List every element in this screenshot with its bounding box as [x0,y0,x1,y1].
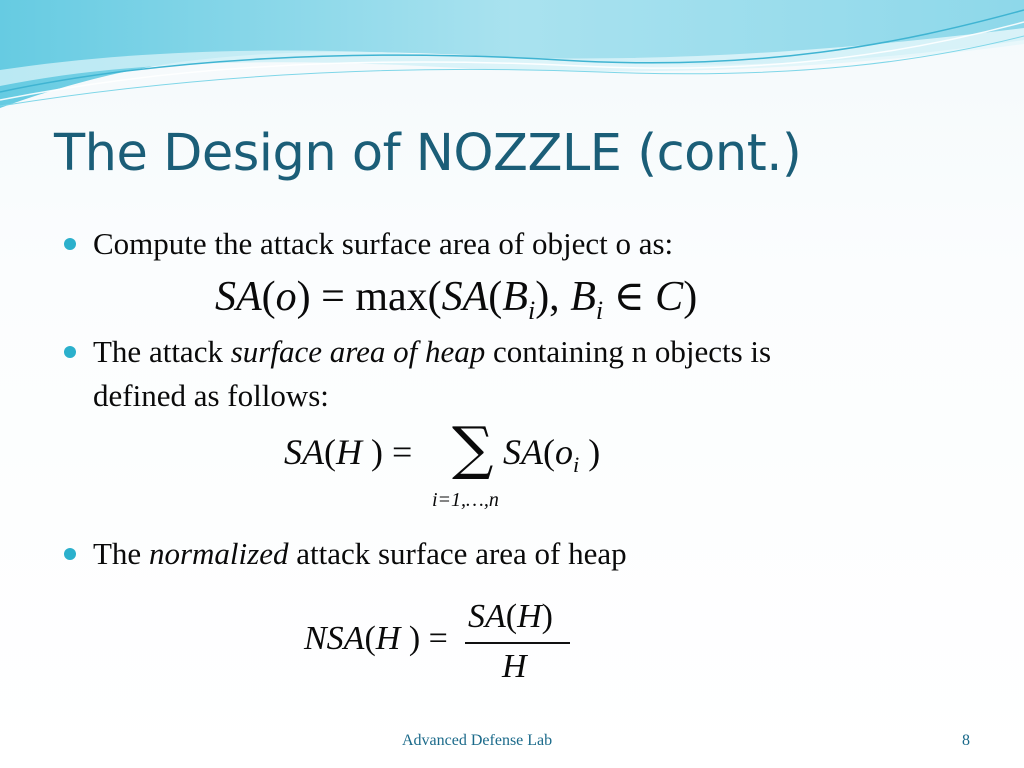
equation-normalized-lhs: NSA(H ) = [304,620,448,657]
summation-symbol: ∑ [452,414,494,482]
footer-text: Advanced Defense Lab [402,732,553,749]
page-number: 8 [962,732,970,749]
bullet-text-3: The normalized attack surface area of heap [93,536,627,571]
equation-attack-surface-object: $SA(o) = \max(SA(B_i)$, $B_i$ ∈ C) [215,274,698,326]
fraction-bar [465,642,570,644]
fraction-numerator: SA(H) [468,598,553,635]
equation-heap-attack-surface-lhs: SA(H ) = [284,432,413,472]
bullet-marker [64,548,76,560]
equation-heap-attack-surface-rhs: $SA(o_i$ ) [503,432,601,477]
bullet-text-2: The attack surface area of heap containing n objects is defined as follows: [93,334,772,413]
bullet-text-1: Compute the attack surface area of object o as: [93,226,674,261]
slide-title: The Design of NOZZLE (cont.) [54,124,802,183]
bullet-marker [64,238,76,250]
bullet-marker [64,346,76,358]
fraction-denominator: H [502,648,527,685]
header-wave-decoration [0,0,1024,120]
summation-limits: i=1,…,n [432,489,499,511]
